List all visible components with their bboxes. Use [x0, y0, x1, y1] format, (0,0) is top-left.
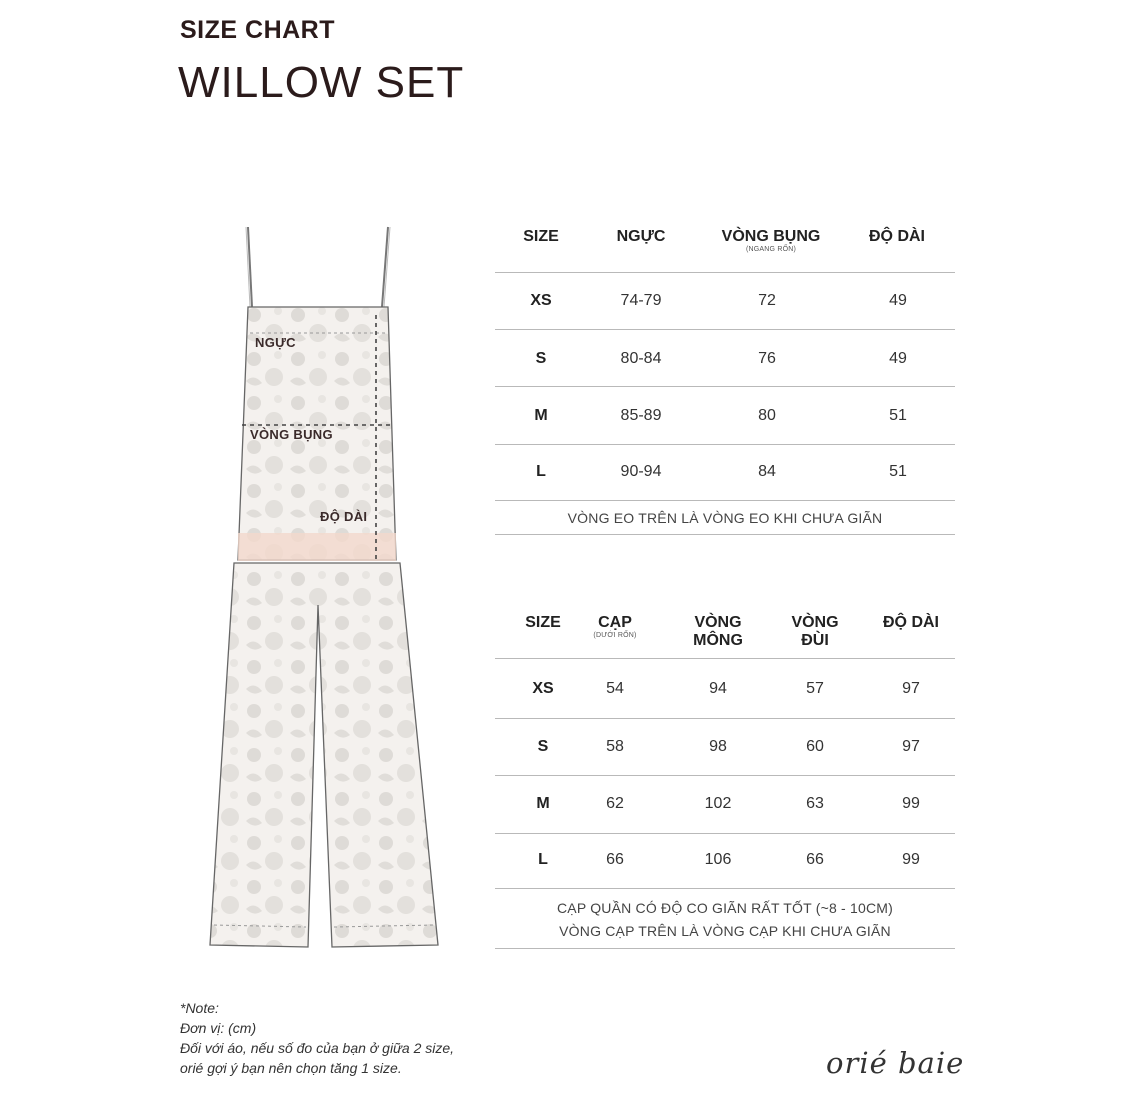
brand-logo: orié baie — [826, 1046, 965, 1080]
header-cell: CẠP (DƯỚI RỐN) — [593, 614, 637, 639]
note-line: *Note: — [180, 1000, 219, 1016]
note-line: Đơn vị: (cm) — [180, 1020, 257, 1036]
label-waist: VÒNG BỤNG — [250, 427, 333, 442]
top-table-note: VÒNG EO TRÊN LÀ VÒNG EO KHI CHƯA GIÃN — [567, 510, 883, 526]
bottom-table-note: VÒNG CẠP TRÊN LÀ VÒNG CẠP KHI CHƯA GIÃN — [559, 923, 891, 939]
header-cell: VÒNG ĐÙI — [791, 614, 839, 649]
footer-notes — [180, 998, 454, 1078]
label-chest: NGỰC — [255, 335, 296, 350]
header-cell: NGỰC — [616, 228, 666, 245]
willow-set-drawing — [200, 215, 450, 960]
header-cell: ĐỘ DÀI — [869, 228, 925, 245]
header-cell: VÒNG BỤNG (NGANG RỐN) — [721, 228, 821, 253]
bottom-table-note: CẠP QUẦN CÓ ĐỘ CO GIÃN RẤT TỐT (~8 - 10CM) — [556, 900, 894, 916]
garment-illustration — [200, 215, 450, 960]
header-cell: SIZE — [525, 614, 561, 631]
note-line: orié gợi ý bạn nên chọn tăng 1 size. — [180, 1060, 402, 1076]
note-line: Đối với áo, nếu số đo của bạn ở giữa 2 size, — [180, 1040, 455, 1056]
size-chart-subtitle: SIZE CHART — [180, 16, 335, 44]
label-length: ĐỘ DÀI — [320, 509, 368, 524]
header-cell: SIZE — [523, 228, 559, 245]
product-title: WILLOW SET — [178, 58, 465, 107]
header-cell: ĐỘ DÀI — [883, 614, 939, 631]
header-cell: VÒNG MÔNG — [693, 614, 743, 649]
